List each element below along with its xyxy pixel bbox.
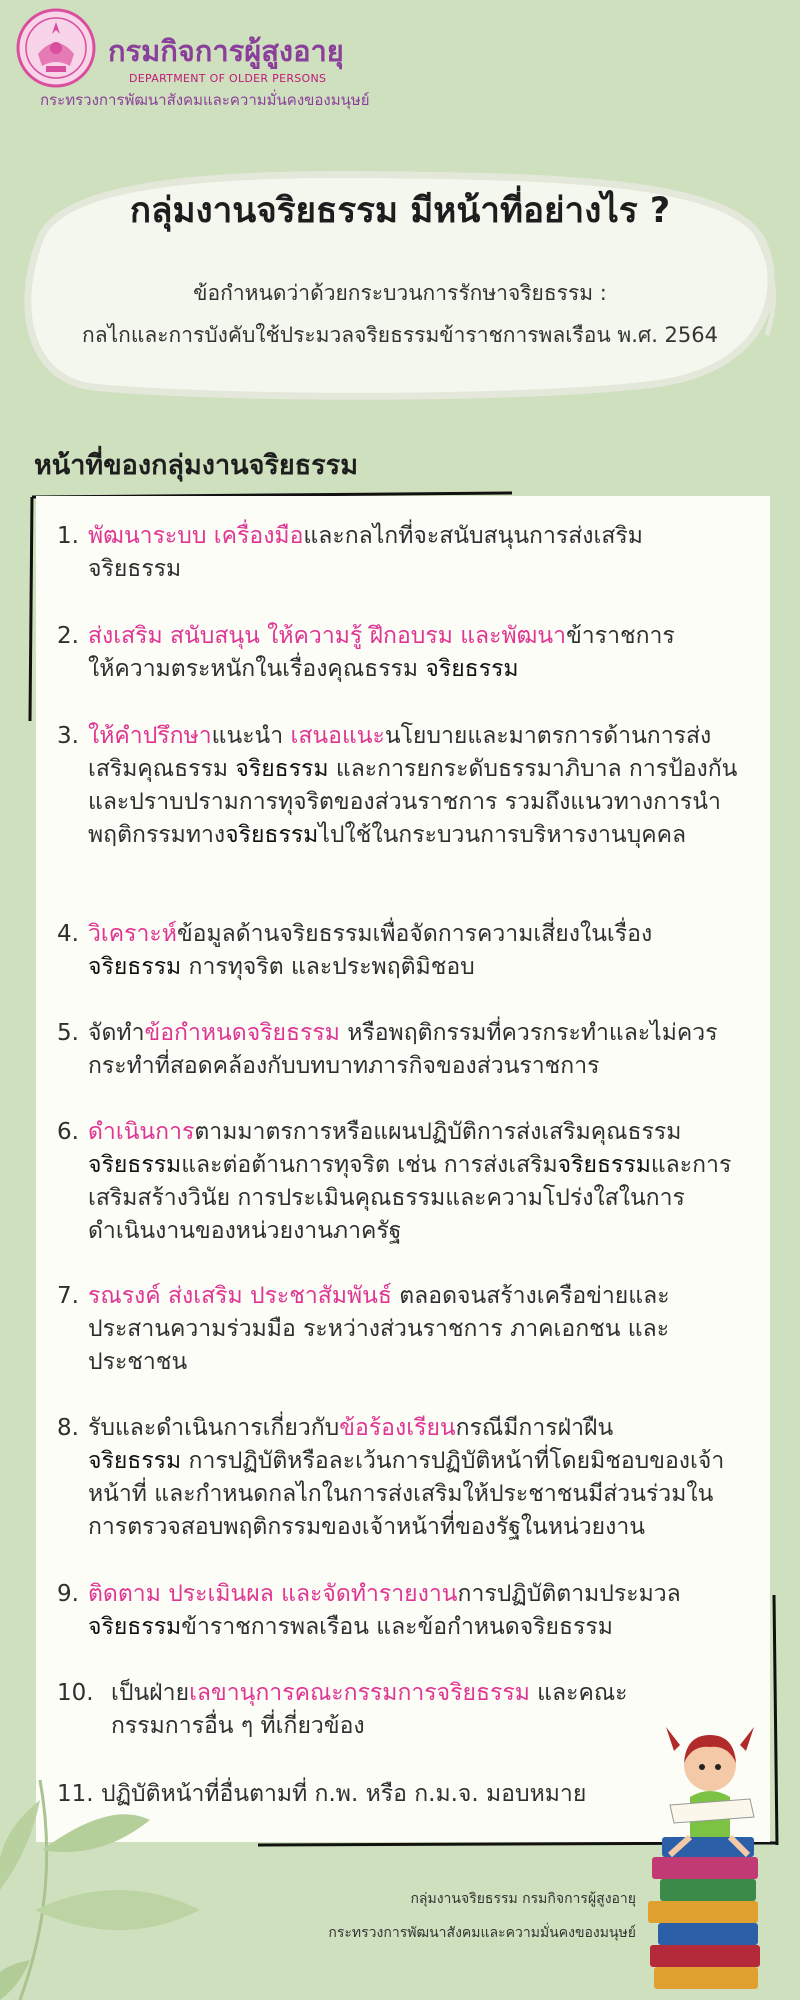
item-highlight: ข้อกำหนดจริยธรรม	[144, 1020, 340, 1046]
item-text	[88, 1578, 748, 1644]
item-text-part: ให้ความตระหนักในเรื่องคุณธรรม	[88, 656, 426, 682]
item-text-part: และการเสริมสร้างวินัย การประเมินคุณธรรมและความโปร่งใสในการดำเนินงานของหน่วยงานภาครัฐ	[88, 1152, 732, 1244]
item-highlight: ข้อร้องเรียน	[339, 1415, 456, 1441]
item-text-part: ไปใช้ในกระบวนการบริหารงานบุคคล	[318, 822, 687, 848]
item-number: 6.	[57, 1119, 79, 1145]
item-number: 11.	[57, 1781, 94, 1807]
item-highlight: วิเคราะห์	[88, 921, 177, 947]
item-text-part: และต่อต้านการทุจริต เช่น การส่งเสริม	[181, 1152, 558, 1178]
item-text	[88, 1116, 748, 1248]
item-highlight: เลขานุการคณะกรรมการจริยธรรม	[189, 1680, 530, 1706]
item-text	[111, 1677, 711, 1743]
item-text-part: และคณะกรรมการอื่น ๆ ที่เกี่ยวข้อง	[111, 1680, 628, 1739]
item-text-part: แนะนำ	[211, 723, 291, 749]
page-title: กลุ่มงานจริยธรรม มีหน้าที่อย่างไร ?	[129, 191, 671, 231]
organization-name-thai: กรมกิจการผู้สูงอายุ	[108, 34, 344, 68]
item-number: 4.	[57, 921, 79, 947]
department-seal-icon	[16, 8, 96, 88]
item-highlight: ส่งเสริม สนับสนุน ให้ความรู้ ฝึกอบรม และพัฒนา	[88, 623, 567, 649]
item-text-part: ตามมาตรการหรือแผนปฏิบัติการส่งเสริมคุณธรรม	[194, 1119, 682, 1145]
footer-line-2: กระทรวงการพัฒนาสังคมและความมั่นคงของมนุษย์	[328, 1925, 636, 1941]
item-text-part: และกลไกที่จะสนับสนุนการส่งเสริม	[303, 523, 643, 549]
item-text-part: การทุจริต และประพฤติมิชอบ	[181, 954, 475, 980]
girl-reading-books-icon	[630, 1705, 800, 1995]
item-bold-term: จริยธรรม	[88, 1614, 182, 1640]
item-bold-term: จริยธรรม	[235, 756, 329, 782]
item-text	[88, 1280, 748, 1379]
item-text-part: กรณีมีการฝ่าฝืน	[455, 1415, 614, 1441]
item-number: 5.	[57, 1020, 79, 1046]
item-text-part: นโยบายและมาตรการด้านการส่งเสริมคุณธรรม	[88, 723, 712, 782]
item-text-part: หรือพฤติกรรมที่ควรกระทำและไม่ควรกระทำที่สอดคล้องกับบทบาทภารกิจของส่วนราชการ	[88, 1020, 718, 1079]
item-text-part: ข้าราชการพลเรือน และข้อกำหนดจริยธรรม	[181, 1614, 613, 1640]
item-number: 8.	[57, 1415, 79, 1441]
item-highlight: พัฒนาระบบ เครื่องมือ	[88, 523, 304, 549]
item-text	[88, 720, 748, 852]
ministry-name: กระทรวงการพัฒนาสังคมและความมั่นคงของมนุษย์	[40, 91, 370, 109]
item-number: 1.	[57, 523, 79, 549]
item-text-part: การปฏิบัติหรือละเว้นการปฏิบัติหน้าที่โดยมิชอบของเจ้าหน้าที่ และกำหนดกลไกในการส่งเสริมให้ประชาชนมีส่วนร่วมในการตรวจสอบพฤติกรรมของเจ้าหน้าที่ของรัฐในหน่วยงาน	[88, 1448, 725, 1540]
item-text-part: เป็นฝ่าย	[111, 1680, 190, 1706]
item-highlight: ให้คำปรึกษา	[88, 723, 212, 749]
item-text-part: ตลอดจนสร้างเครือข่ายและประสานความร่วมมือ ระหว่างส่วนราชการ ภาคเอกชน และประชาชน	[88, 1283, 670, 1375]
item-text-part: จัดทำ	[88, 1020, 145, 1046]
item-bold-term: จริยธรรม	[225, 822, 319, 848]
item-text	[88, 520, 748, 586]
item-number: 7.	[57, 1283, 79, 1309]
subtitle-line-2: กลไกและการบังคับใช้ประมวลจริยธรรมข้าราชการพลเรือน พ.ศ. 2564	[81, 323, 718, 347]
organization-name-english: DEPARTMENT OF OLDER PERSONS	[129, 72, 327, 85]
item-text-part: ข้าราชการ	[566, 623, 675, 649]
item-text	[88, 1412, 748, 1544]
item-text	[88, 918, 748, 984]
item-highlight: รณรงค์ ส่งเสริม ประชาสัมพันธ์	[88, 1283, 392, 1309]
item-bold-term: จริยธรรม	[88, 1152, 182, 1178]
footer-line-1: กลุ่มงานจริยธรรม กรมกิจการผู้สูงอายุ	[410, 1891, 636, 1907]
item-highlight: ดำเนินการ	[88, 1119, 195, 1145]
section-heading: หน้าที่ของกลุ่มงานจริยธรรม	[34, 450, 358, 481]
item-bold-term: จริยธรรม	[557, 1152, 651, 1178]
item-text-part: ปฏิบัติหน้าที่อื่นตามที่ ก.พ. หรือ ก.ม.จ. มอบหมาย	[101, 1781, 587, 1807]
item-text-part: รับและดำเนินการเกี่ยวกับ	[88, 1415, 340, 1441]
item-highlight: เสนอแนะ	[290, 723, 385, 749]
leaves-decoration-icon	[0, 1740, 230, 2000]
item-text-part: การปฏิบัติตามประมวล	[457, 1581, 681, 1607]
item-bold-term: จริยธรรม	[88, 954, 182, 980]
item-number: 2.	[57, 623, 79, 649]
item-number: 9.	[57, 1581, 79, 1607]
item-text	[88, 620, 748, 686]
item-text-part: และการยกระดับธรรมาภิบาล การป้องกันและปราบปรามการทุจริตของส่วนราชการ รวมถึงแนวทางการนำพฤติกรรมทาง	[88, 756, 738, 848]
item-text-part: จริยธรรม	[88, 556, 182, 582]
item-bold-term: จริยธรรม	[88, 1448, 182, 1474]
item-text-part: ข้อมูลด้านจริยธรรมเพื่อจัดการความเสี่ยงในเรื่อง	[176, 921, 653, 947]
subtitle-line-1: ข้อกำหนดว่าด้วยกระบวนการรักษาจริยธรรม :	[193, 281, 607, 305]
item-number: 3.	[57, 723, 79, 749]
header	[16, 8, 616, 118]
item-number: 10.	[57, 1680, 94, 1706]
item-highlight: ติดตาม ประเมินผล และจัดทำรายงาน	[88, 1581, 458, 1607]
item-text	[88, 1017, 748, 1083]
item-bold-term: จริยธรรม	[425, 656, 519, 682]
